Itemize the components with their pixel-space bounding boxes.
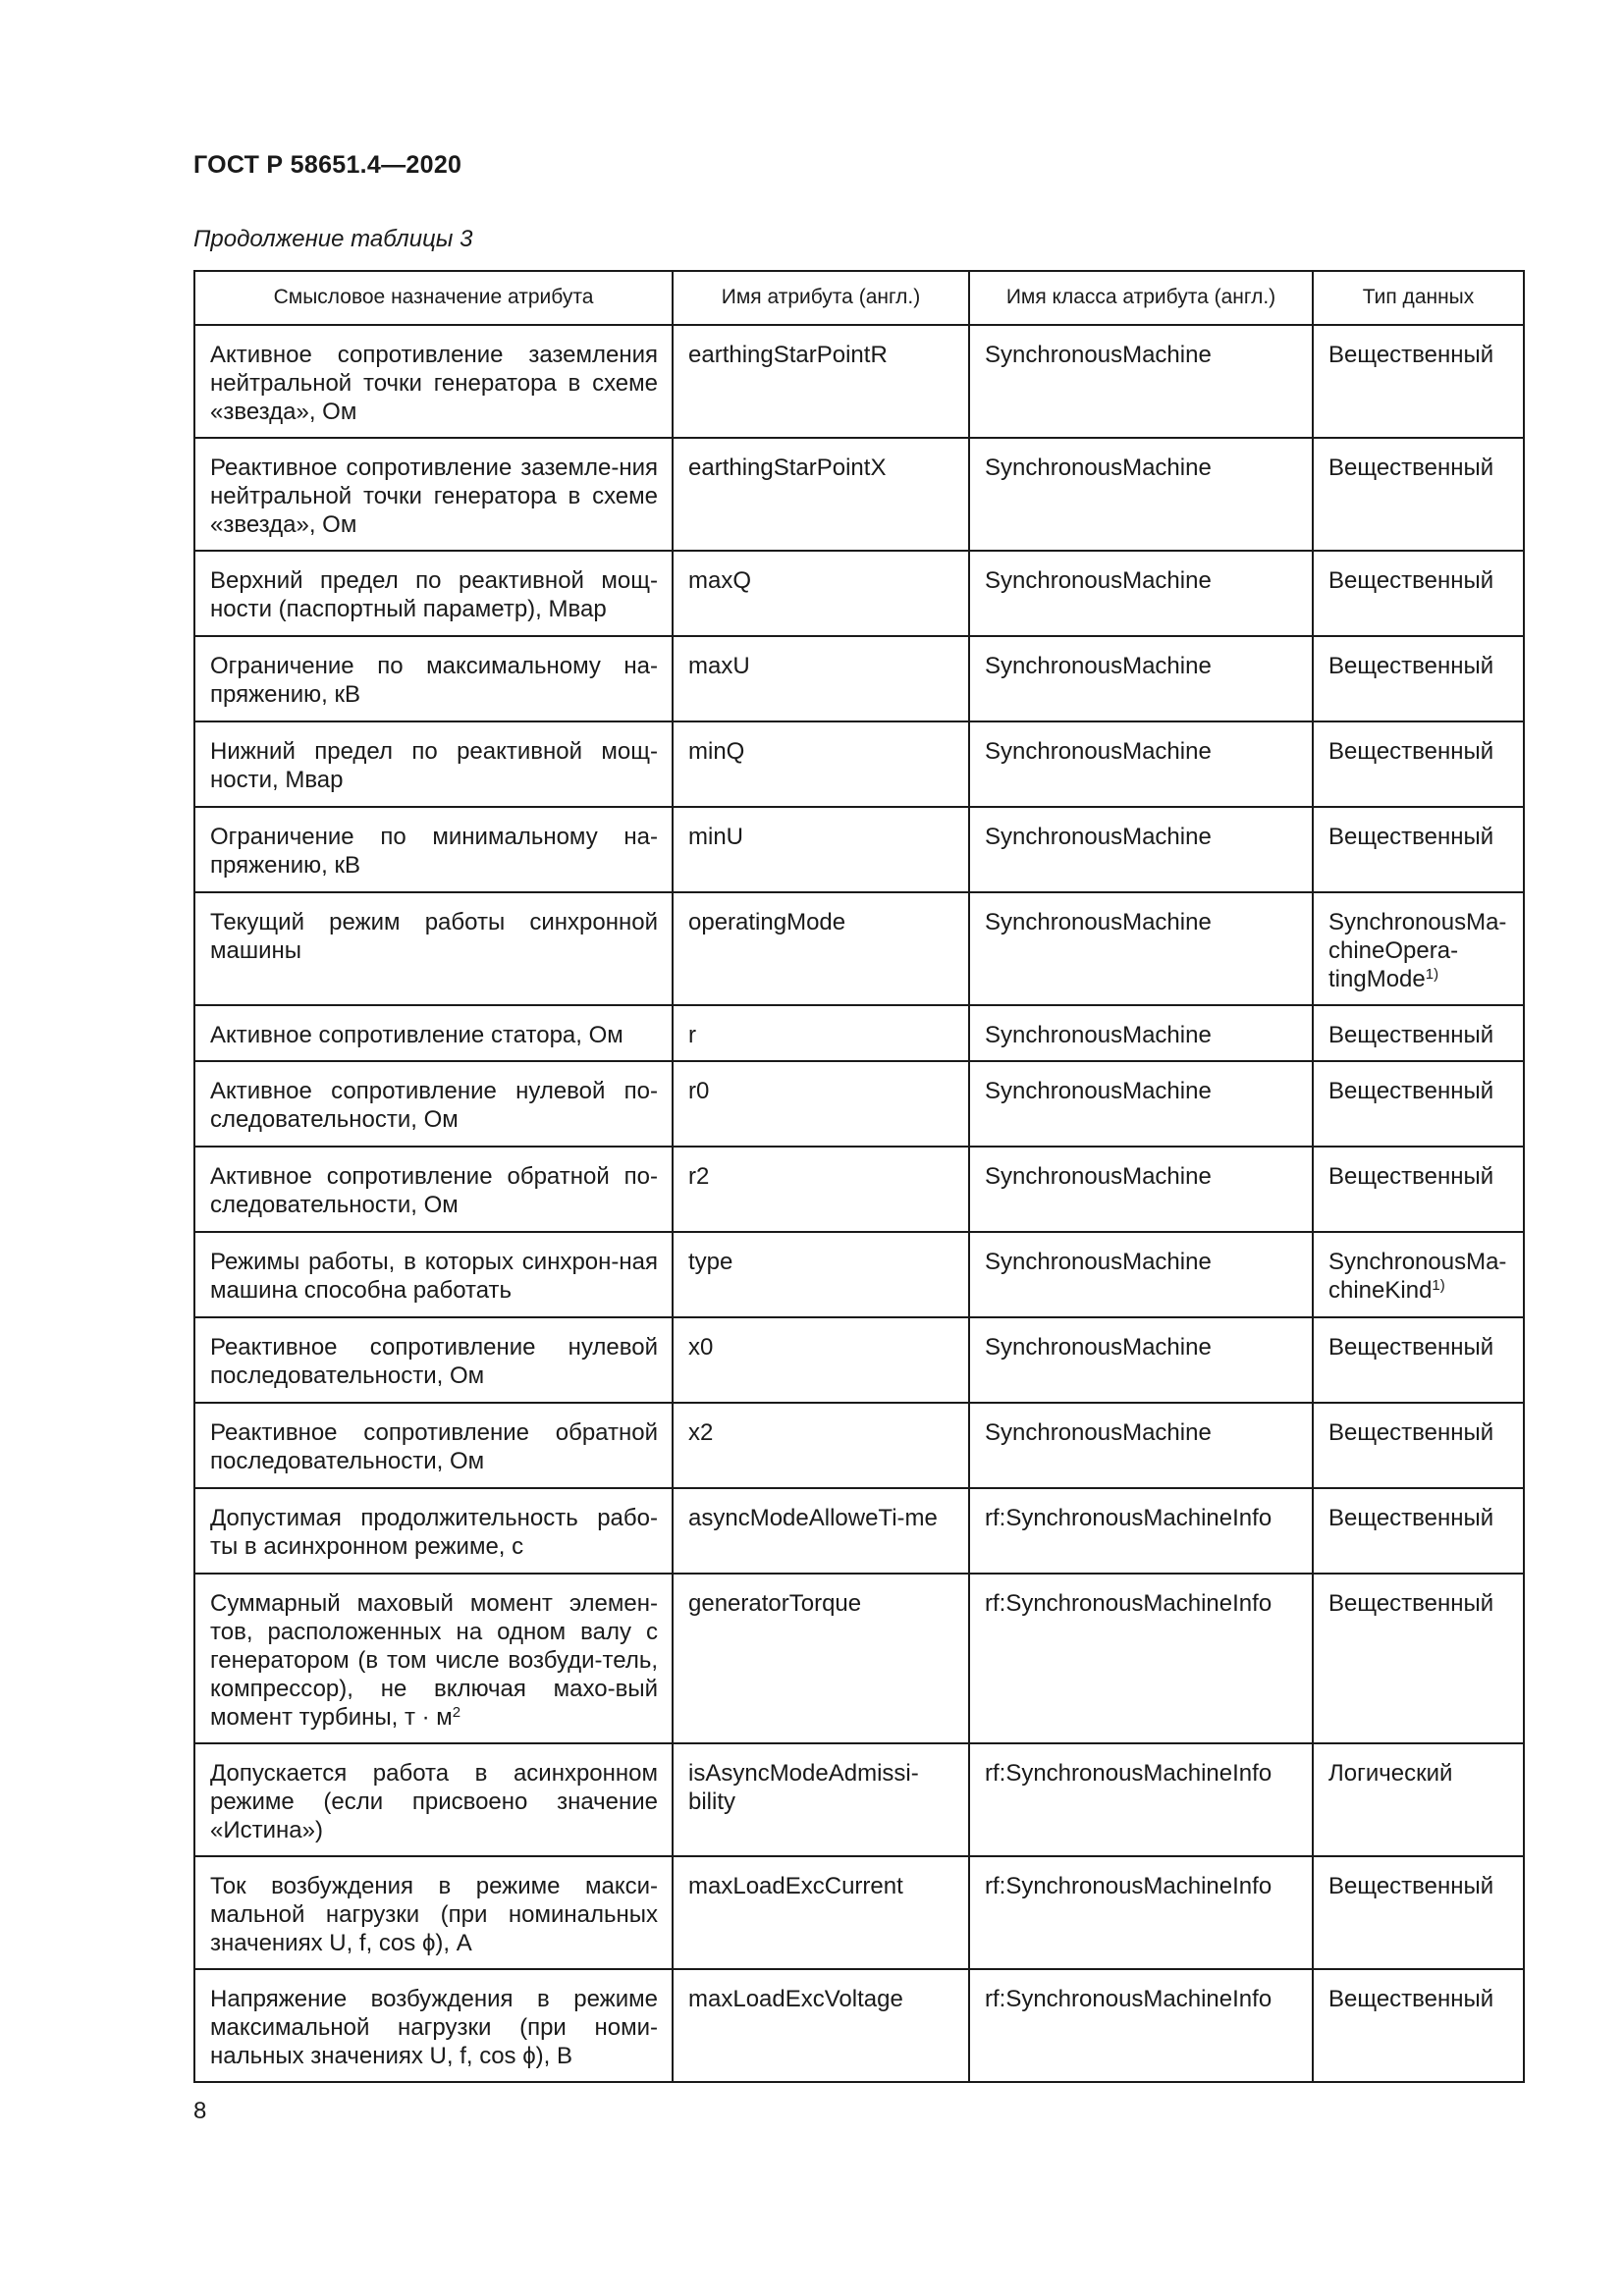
cell-purpose-text: Текущий режим работы синхронной машины — [210, 909, 658, 964]
cell-attribute-name — [673, 1317, 969, 1403]
cell-attribute-name — [673, 1403, 969, 1488]
cell-attribute-name-text: generatorTorque — [688, 1590, 862, 1617]
cell-attribute-name-text: r0 — [688, 1078, 710, 1104]
cell-data-type-text: Вещественный — [1328, 1334, 1494, 1361]
cell-attribute-class — [969, 551, 1313, 636]
cell-data-type — [1313, 1743, 1524, 1856]
table-row — [194, 892, 1524, 1005]
cell-purpose-text: Нижний предел по реактивной мощ-ности, Мвар — [210, 738, 658, 793]
cell-attribute-class — [969, 1147, 1313, 1232]
cell-data-type-text: Вещественный — [1328, 653, 1494, 679]
cell-data-type — [1313, 1856, 1524, 1969]
table-row — [194, 1317, 1524, 1403]
column-header-data-type: Тип данных — [1313, 271, 1524, 325]
footnote-marker: 1) — [1425, 966, 1439, 983]
cell-attribute-class — [969, 1574, 1313, 1743]
cell-attribute-class-text: SynchronousMachine — [985, 1419, 1212, 1446]
cell-data-type — [1313, 1061, 1524, 1147]
cell-purpose-text: Напряжение возбуждения в режиме максимальной нагрузки (при номи-нальных значениях U, f, cos ϕ), В — [210, 1986, 658, 2069]
cell-attribute-class-text: rf:SynchronousMachineInfo — [985, 1590, 1272, 1617]
cell-purpose — [194, 1574, 673, 1743]
cell-attribute-name-text: maxLoadExcVoltage — [688, 1986, 903, 2012]
cell-attribute-class-text: SynchronousMachine — [985, 1163, 1212, 1190]
cell-attribute-name-text: asyncModeAlloweTi-me — [688, 1505, 938, 1531]
cell-attribute-name-text: r2 — [688, 1163, 710, 1190]
cell-attribute-name — [673, 1743, 969, 1856]
table-row — [194, 438, 1524, 551]
cell-data-type — [1313, 1574, 1524, 1743]
cell-attribute-class — [969, 892, 1313, 1005]
cell-data-type — [1313, 721, 1524, 807]
column-header-purpose: Смысловое назначение атрибута — [194, 271, 673, 325]
cell-attribute-class — [969, 1488, 1313, 1574]
cell-purpose — [194, 1232, 673, 1317]
cell-data-type — [1313, 1317, 1524, 1403]
footnote-marker: 1) — [1432, 1277, 1445, 1294]
cell-attribute-class — [969, 1232, 1313, 1317]
cell-purpose-text: Допускается работа в асинхронном режиме (если присвоено значение «Истина») — [210, 1760, 658, 1843]
cell-attribute-name-text: r — [688, 1022, 696, 1048]
cell-attribute-name — [673, 636, 969, 721]
cell-attribute-class — [969, 1969, 1313, 2082]
cell-purpose — [194, 1969, 673, 2082]
cell-data-type-text: Вещественный — [1328, 1419, 1494, 1446]
cell-attribute-name — [673, 1147, 969, 1232]
cell-attribute-class — [969, 807, 1313, 892]
cell-purpose-text: Режимы работы, в которых синхрон-ная машина способна работать — [210, 1249, 658, 1304]
cell-data-type-text: Вещественный — [1328, 1022, 1494, 1048]
column-header-attribute-class: Имя класса атрибута (англ.) — [969, 271, 1313, 325]
cell-data-type — [1313, 438, 1524, 551]
cell-data-type-text: SynchronousMa-chineKind — [1328, 1249, 1507, 1304]
cell-attribute-class-text: SynchronousMachine — [985, 567, 1212, 594]
cell-purpose — [194, 551, 673, 636]
cell-attribute-class — [969, 438, 1313, 551]
cell-data-type — [1313, 1005, 1524, 1061]
cell-attribute-class-text: rf:SynchronousMachineInfo — [985, 1873, 1272, 1899]
cell-purpose-text: Активное сопротивление обратной по-следовательности, Ом — [210, 1163, 658, 1218]
cell-attribute-name-text: maxQ — [688, 567, 752, 594]
cell-purpose — [194, 892, 673, 1005]
cell-attribute-name — [673, 438, 969, 551]
cell-attribute-name-text: type — [688, 1249, 733, 1275]
cell-purpose — [194, 1856, 673, 1969]
cell-attribute-class — [969, 1403, 1313, 1488]
cell-attribute-class-text: SynchronousMachine — [985, 1249, 1212, 1275]
cell-attribute-name-text: operatingMode — [688, 909, 846, 935]
cell-attribute-name — [673, 1005, 969, 1061]
cell-attribute-name-text: earthingStarPointR — [688, 342, 888, 368]
cell-attribute-name-text: maxU — [688, 653, 750, 679]
cell-attribute-name-text: x0 — [688, 1334, 714, 1361]
cell-attribute-name — [673, 1232, 969, 1317]
cell-data-type-text: Вещественный — [1328, 1163, 1494, 1190]
column-header-attribute-name: Имя атрибута (англ.) — [673, 271, 969, 325]
cell-purpose — [194, 1488, 673, 1574]
cell-data-type-text: Вещественный — [1328, 342, 1494, 368]
table-row — [194, 1005, 1524, 1061]
cell-purpose — [194, 636, 673, 721]
cell-purpose-text: Активное сопротивление статора, Ом — [210, 1022, 623, 1048]
cell-attribute-name-text: earthingStarPointX — [688, 454, 887, 481]
table-row — [194, 1574, 1524, 1743]
table-row — [194, 325, 1524, 438]
cell-attribute-class-text: SynchronousMachine — [985, 653, 1212, 679]
cell-purpose — [194, 1403, 673, 1488]
cell-attribute-class-text: rf:SynchronousMachineInfo — [985, 1986, 1272, 2012]
cell-data-type — [1313, 892, 1524, 1005]
cell-purpose-text: Реактивное сопротивление заземле-ния нейтральной точки генератора в схеме «звезда», Ом — [210, 454, 658, 538]
cell-attribute-class-text: SynchronousMachine — [985, 1078, 1212, 1104]
cell-data-type — [1313, 636, 1524, 721]
cell-data-type-text: Вещественный — [1328, 567, 1494, 594]
cell-data-type-text: Вещественный — [1328, 1590, 1494, 1617]
cell-attribute-class — [969, 1317, 1313, 1403]
table-row — [194, 551, 1524, 636]
attribute-table — [193, 270, 1525, 2083]
cell-data-type-text: Вещественный — [1328, 454, 1494, 481]
cell-purpose-text: Ограничение по минимальному на-пряжению, кВ — [210, 824, 658, 879]
cell-purpose — [194, 721, 673, 807]
cell-purpose — [194, 807, 673, 892]
cell-attribute-name-text: minU — [688, 824, 744, 850]
cell-data-type-text: Вещественный — [1328, 1873, 1494, 1899]
page-number: 8 — [193, 2098, 207, 2124]
table-row — [194, 807, 1524, 892]
footnote-marker: 2 — [452, 1704, 461, 1721]
standard-header: ГОСТ Р 58651.4—2020 — [193, 151, 462, 179]
cell-attribute-name — [673, 1969, 969, 2082]
table-row — [194, 1969, 1524, 2082]
table-row — [194, 1743, 1524, 1856]
cell-attribute-name — [673, 807, 969, 892]
cell-purpose-text: Активное сопротивление заземления нейтральной точки генератора в схеме «звезда», Ом — [210, 342, 658, 425]
cell-attribute-class-text: SynchronousMachine — [985, 824, 1212, 850]
cell-attribute-class-text: SynchronousMachine — [985, 454, 1212, 481]
cell-data-type — [1313, 1488, 1524, 1574]
cell-data-type-text: Вещественный — [1328, 738, 1494, 765]
cell-attribute-name-text: x2 — [688, 1419, 714, 1446]
table-row — [194, 636, 1524, 721]
cell-purpose — [194, 325, 673, 438]
cell-attribute-name-text: maxLoadExcCurrent — [688, 1873, 903, 1899]
cell-attribute-class-text: SynchronousMachine — [985, 909, 1212, 935]
table-row — [194, 1856, 1524, 1969]
cell-purpose-text: Верхний предел по реактивной мощ-ности (паспортный параметр), Мвар — [210, 567, 658, 622]
cell-attribute-name — [673, 325, 969, 438]
cell-purpose-text: Реактивное сопротивление нулевой последовательности, Ом — [210, 1334, 658, 1389]
cell-purpose — [194, 1743, 673, 1856]
cell-data-type-text: Логический — [1328, 1760, 1453, 1787]
cell-purpose-text: Суммарный маховый момент элемен-тов, расположенных на одном валу с генератором (в том числе возбуди-тель, компрессор), не включая махо-вый момент турбины, т · м — [210, 1590, 658, 1731]
cell-purpose-text: Ток возбуждения в режиме макси-мальной нагрузки (при номинальных значениях U, f, cos ϕ), А — [210, 1873, 658, 1956]
cell-data-type-text: SynchronousMa-chineOpera-tingMode — [1328, 909, 1507, 992]
cell-attribute-name — [673, 892, 969, 1005]
cell-attribute-name — [673, 1061, 969, 1147]
cell-attribute-class — [969, 636, 1313, 721]
cell-attribute-name — [673, 1856, 969, 1969]
cell-attribute-name-text: minQ — [688, 738, 745, 765]
cell-attribute-name — [673, 1574, 969, 1743]
table-header-row — [194, 271, 1524, 325]
cell-purpose-text: Реактивное сопротивление обратной последовательности, Ом — [210, 1419, 658, 1474]
cell-purpose — [194, 1147, 673, 1232]
cell-data-type — [1313, 1232, 1524, 1317]
cell-attribute-class-text: SynchronousMachine — [985, 342, 1212, 368]
cell-data-type — [1313, 1147, 1524, 1232]
cell-attribute-class — [969, 1061, 1313, 1147]
cell-attribute-name — [673, 721, 969, 807]
cell-attribute-class — [969, 1005, 1313, 1061]
cell-attribute-class-text: SynchronousMachine — [985, 1334, 1212, 1361]
cell-data-type — [1313, 807, 1524, 892]
cell-attribute-class-text: rf:SynchronousMachineInfo — [985, 1760, 1272, 1787]
cell-attribute-name — [673, 551, 969, 636]
cell-attribute-name-text: isAsyncModeAdmissi-bility — [688, 1760, 919, 1815]
cell-attribute-class — [969, 1743, 1313, 1856]
table-row — [194, 1061, 1524, 1147]
cell-purpose — [194, 438, 673, 551]
table-row — [194, 1488, 1524, 1574]
table-row — [194, 1147, 1524, 1232]
cell-purpose — [194, 1317, 673, 1403]
cell-attribute-class — [969, 1856, 1313, 1969]
cell-attribute-name — [673, 1488, 969, 1574]
cell-purpose-text: Допустимая продолжительность рабо-ты в асинхронном режиме, с — [210, 1505, 658, 1560]
cell-attribute-class-text: SynchronousMachine — [985, 738, 1212, 765]
table-caption: Продолжение таблицы 3 — [193, 226, 473, 252]
cell-data-type-text: Вещественный — [1328, 824, 1494, 850]
cell-purpose — [194, 1061, 673, 1147]
cell-data-type — [1313, 1403, 1524, 1488]
cell-attribute-class-text: SynchronousMachine — [985, 1022, 1212, 1048]
cell-data-type-text: Вещественный — [1328, 1505, 1494, 1531]
table-row — [194, 721, 1524, 807]
cell-data-type — [1313, 1969, 1524, 2082]
table-row — [194, 1232, 1524, 1317]
cell-data-type — [1313, 325, 1524, 438]
cell-data-type-text: Вещественный — [1328, 1986, 1494, 2012]
cell-data-type-text: Вещественный — [1328, 1078, 1494, 1104]
cell-purpose-text: Ограничение по максимальному на-пряжению, кВ — [210, 653, 658, 708]
cell-purpose-text: Активное сопротивление нулевой по-следовательности, Ом — [210, 1078, 658, 1133]
cell-attribute-class — [969, 721, 1313, 807]
cell-attribute-class — [969, 325, 1313, 438]
cell-attribute-class-text: rf:SynchronousMachineInfo — [985, 1505, 1272, 1531]
table-row — [194, 1403, 1524, 1488]
cell-data-type — [1313, 551, 1524, 636]
cell-purpose — [194, 1005, 673, 1061]
